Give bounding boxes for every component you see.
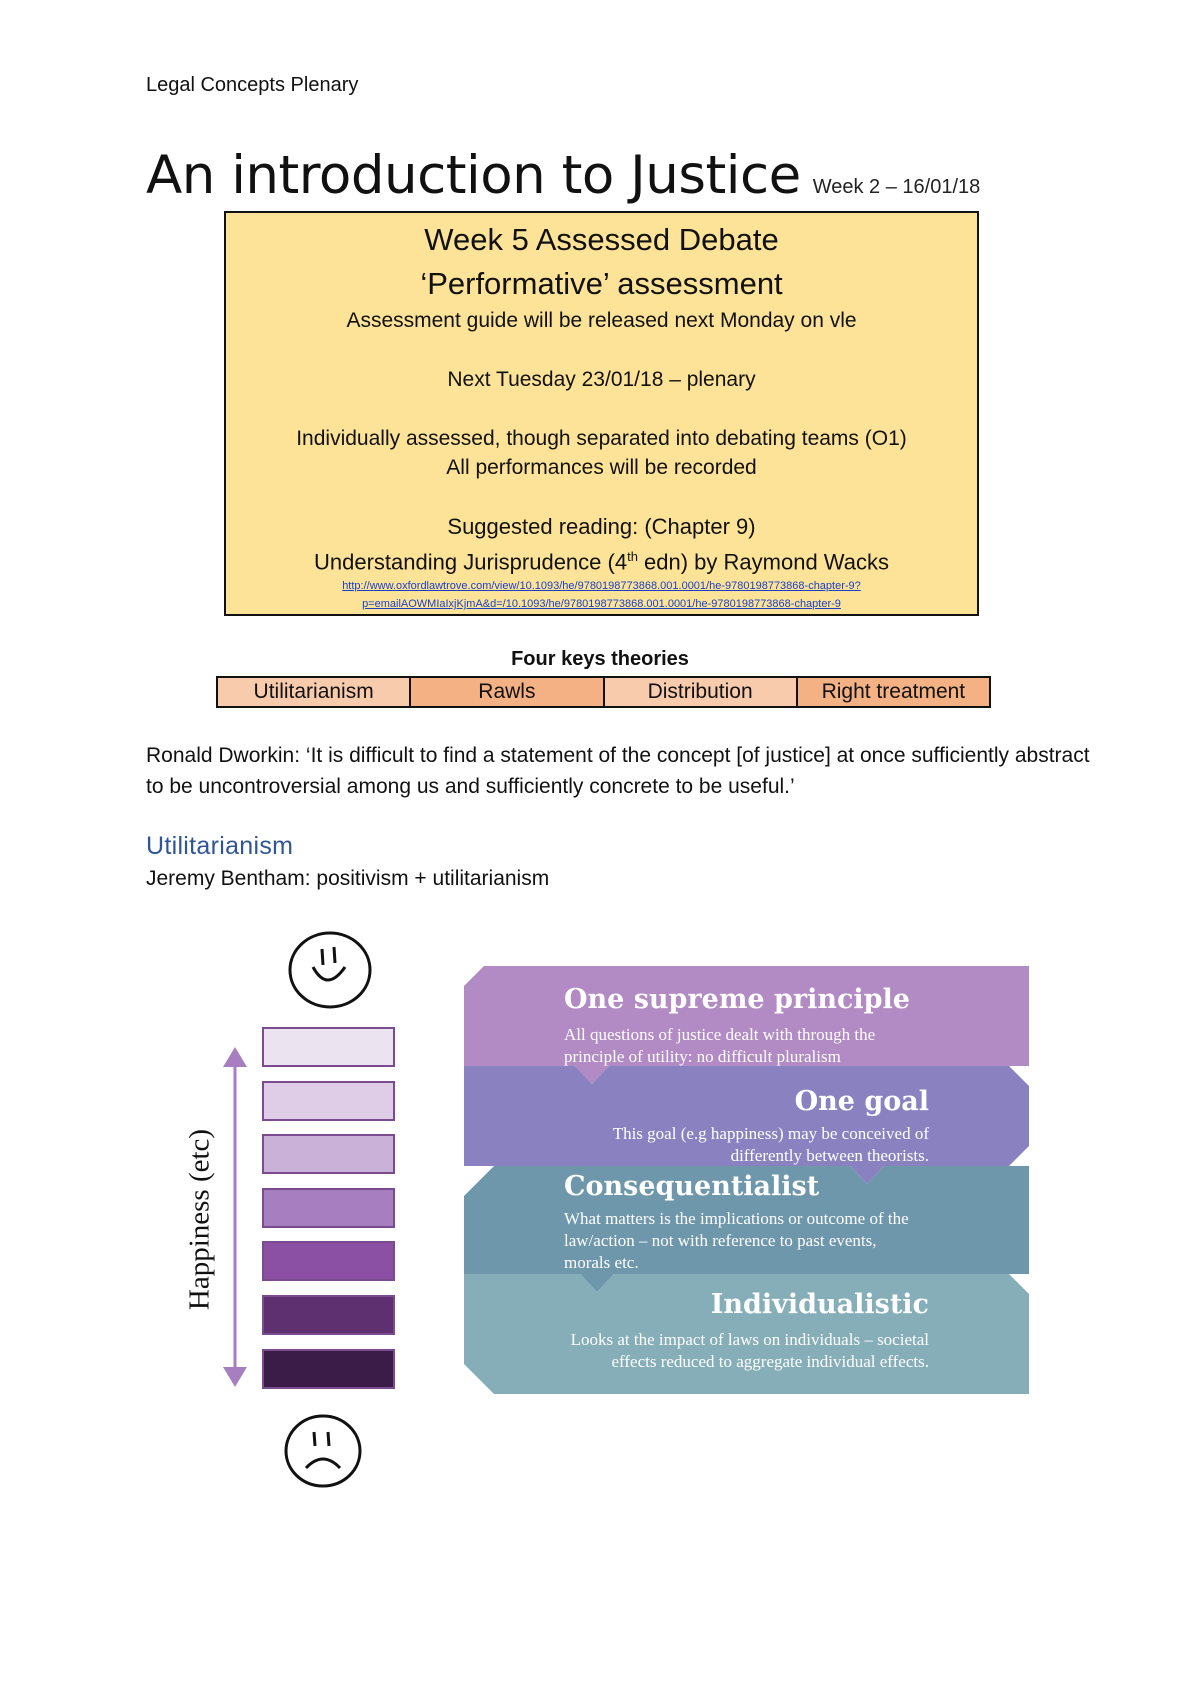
debate-date: Next Tuesday 23/01/18 – plenary [447, 368, 756, 391]
theory-cell-right-treatment: Right treatment [798, 678, 989, 706]
debate-guide: Assessment guide will be released next Monday on vle [346, 309, 857, 332]
theories-table [216, 676, 991, 708]
happy-face-icon [282, 925, 382, 1010]
scale-level-2 [262, 1081, 395, 1121]
title-row [146, 145, 980, 206]
reading-book: Understanding Jurisprudence (4th edn) by Raymond Wacks [314, 549, 889, 575]
dworkin-quote: Ronald Dworkin: ‘It is difficult to find a statement of the concept [of justice] at once sufficiently abstract to be uncontroversial among us and sufficiently concrete to be useful.’ [146, 744, 1090, 798]
theory-cell-rawls: Rawls [411, 678, 604, 706]
scale-level-6 [262, 1295, 395, 1335]
section-subheading: Jeremy Bentham: positivism + utilitarianism [146, 867, 550, 890]
principle-banner-1: One supreme principle All questions of justice dealt with through the principle of utility: no difficult pluralism [464, 966, 1029, 1116]
theory-cell-distribution: Distribution [605, 678, 798, 706]
page-subtitle: Week 2 – 16/01/18 [812, 176, 981, 198]
debate-recorded: All performances will be recorded [446, 456, 757, 479]
principle-banner-2: One goal This goal (e.g happiness) may be conceived of differently between theorists. [464, 1066, 1029, 1201]
header-label: Legal Concepts Plenary [146, 74, 359, 96]
theory-cell-utilitarianism: Utilitarianism [218, 678, 411, 706]
page-title: An introduction to Justice [146, 145, 801, 206]
happiness-axis-label: Happiness (etc) [183, 1128, 216, 1311]
debate-info-box [224, 211, 979, 616]
happiness-scale-figure [170, 925, 410, 1490]
principle-banner-4: Individualistic Looks at the impact of laws on individuals – societal effects reduced to aggregate individual effects. [464, 1274, 1029, 1394]
scale-level-5 [262, 1241, 395, 1281]
sad-face-icon [280, 1410, 370, 1490]
double-arrow-icon [220, 1047, 250, 1387]
scale-level-1 [262, 1027, 395, 1067]
principle-banner-3: Consequentialist What matters is the implications or outcome of the law/action – not with reference to past events, morals etc. [464, 1166, 1029, 1316]
theories-label: Four keys theories [511, 648, 689, 670]
utilitarianism-principles-figure [464, 966, 1029, 1436]
scale-level-7 [262, 1349, 395, 1389]
debate-assessed: Individually assessed, though separated into debating teams (O1) [296, 427, 907, 450]
reading-link-line2[interactable]: p=emailAOWMIaIxjKjmA&d=/10.1093/he/9780198773868.001.0001/he-9780198773868-chapter-9 [362, 598, 841, 611]
scale-level-4 [262, 1188, 395, 1228]
debate-subheading: ‘Performative’ assessment [420, 266, 783, 301]
reading-label: Suggested reading: (Chapter 9) [447, 514, 756, 539]
section-heading: Utilitarianism [146, 832, 294, 860]
debate-heading: Week 5 Assessed Debate [424, 222, 779, 257]
scale-level-3 [262, 1134, 395, 1174]
reading-link-line1[interactable]: http://www.oxfordlawtrove.com/view/10.1093/he/9780198773868.001.0001/he-9780198773868-chapter-9? [342, 580, 861, 593]
